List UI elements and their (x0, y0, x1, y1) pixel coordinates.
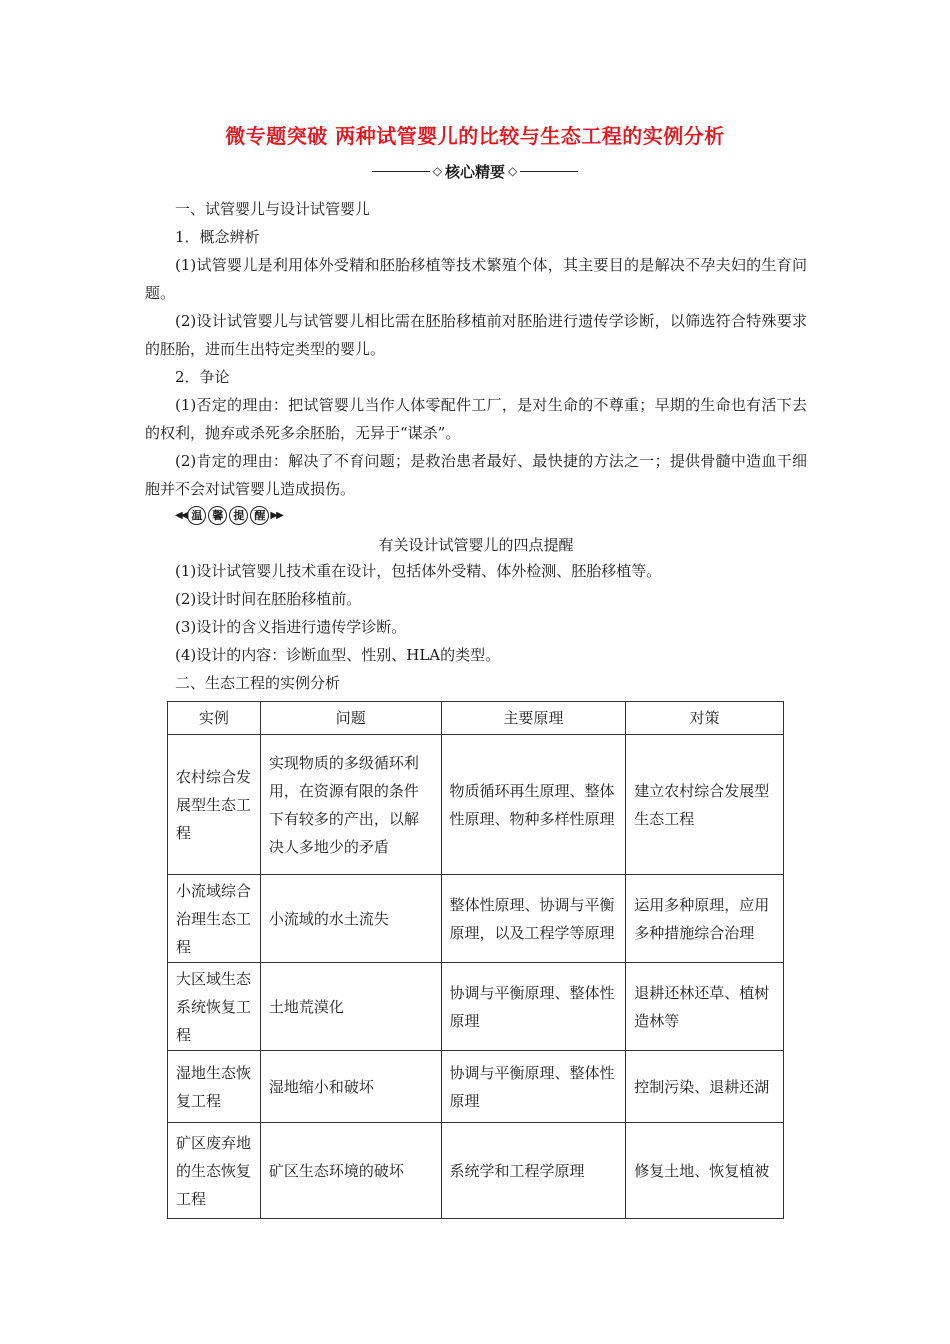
table-cell: 农村综合发展型生态工程 (168, 735, 261, 875)
section-banner (0, 160, 950, 182)
column-header: 问题 (260, 702, 441, 735)
badge-char: 醒 (250, 506, 269, 525)
column-header: 实例 (168, 702, 261, 735)
double-right-arrow-icon: ▶▶ (270, 510, 282, 521)
banner-rule-left (372, 171, 430, 172)
banner-rule-right (520, 171, 578, 172)
table-cell: 小流域的水土流失 (260, 875, 441, 963)
table-cell: 大区域生态系统恢复工程 (168, 963, 261, 1051)
diamond-icon: ◇ (432, 164, 442, 178)
table-cell: 矿区废弃地的生态恢复工程 (168, 1123, 261, 1219)
table-cell: 湿地缩小和破坏 (260, 1051, 441, 1123)
table-row (168, 1123, 784, 1219)
tip-badge (175, 506, 282, 525)
paragraph: (1)试管婴儿是利用体外受精和胚胎移植等技术繁殖个体，其主要目的是解决不孕夫妇的生育问题。 (145, 256, 807, 302)
tip-item: (2)设计时间在胚胎移植前。 (175, 590, 362, 608)
paragraph: (2)肯定的理由：解决了不育问题；是救治患者最好、最快捷的方法之一；提供骨髓中造血干细胞并不会对试管婴儿造成损伤。 (145, 452, 807, 498)
diamond-icon: ◇ (508, 164, 518, 178)
badge-char: 提 (229, 506, 248, 525)
tip-list (145, 557, 807, 697)
badge-char: 馨 (208, 506, 227, 525)
tip-item: (3)设计的含义指进行遗传学诊断。 (175, 618, 407, 636)
table-cell: 物质循环再生原理、整体性原理、物种多样性原理 (441, 735, 626, 875)
table-cell: 小流域综合治理生态工程 (168, 875, 261, 963)
section-1 (145, 195, 807, 503)
subheading: 1．概念辨析 (175, 228, 260, 246)
section-heading: 二、生态工程的实例分析 (175, 674, 341, 692)
page-title: 微专题突破 两种试管婴儿的比较与生态工程的实例分析 (225, 124, 725, 148)
table-cell: 实现物质的多级循环利用，在资源有限的条件下有较多的产出，以解决人多地少的矛盾 (260, 735, 441, 875)
table-row (168, 1051, 784, 1123)
column-header: 主要原理 (441, 702, 626, 735)
tip-title: 有关设计试管婴儿的四点提醒 (378, 536, 574, 554)
table-cell: 协调与平衡原理、整体性原理 (441, 963, 626, 1051)
table-cell: 退耕还林还草、植树造林等 (626, 963, 784, 1051)
paragraph: (1)否定的理由：把试管婴儿当作人体零配件工厂，是对生命的不尊重；早期的生命也有活下去的权利，抛弃或杀死多余胚胎，无异于“谋杀”。 (145, 396, 807, 442)
double-left-arrow-icon: ◀◀ (175, 510, 187, 521)
paragraph: (2)设计试管婴儿与试管婴儿相比需在胚胎移植前对胚胎进行遗传学诊断，以筛选符合特殊要求的胚胎，进而生出特定类型的婴儿。 (145, 312, 807, 358)
section-heading: 一、试管婴儿与设计试管婴儿 (175, 200, 371, 218)
table-cell: 运用多种原理，应用多种措施综合治理 (626, 875, 784, 963)
table-cell: 整体性原理、协调与平衡原理，以及工程学等原理 (441, 875, 626, 963)
tip-item: (4)设计的内容：诊断血型、性别、HLA的类型。 (175, 646, 501, 664)
table-cell: 建立农村综合发展型生态工程 (626, 735, 784, 875)
table-cell: 修复土地、恢复植被 (626, 1123, 784, 1219)
table-cell: 协调与平衡原理、整体性原理 (441, 1051, 626, 1123)
table-cell: 系统学和工程学原理 (441, 1123, 626, 1219)
banner-label: 核心精要 (444, 162, 505, 181)
table-cell: 控制污染、退耕还湖 (626, 1051, 784, 1123)
badge-char: 温 (187, 506, 206, 525)
table-row (168, 875, 784, 963)
table-cell: 矿区生态环境的破坏 (260, 1123, 441, 1219)
column-header: 对策 (626, 702, 784, 735)
subheading: 2．争论 (175, 368, 230, 386)
ecology-table (167, 701, 784, 1219)
tip-item: (1)设计试管婴儿技术重在设计，包括体外受精、体外检测、胚胎移植等。 (175, 562, 662, 580)
table-cell: 湿地生态恢复工程 (168, 1051, 261, 1123)
table-row (168, 735, 784, 875)
table-row (168, 963, 784, 1051)
table-header-row (168, 702, 784, 735)
table-cell: 土地荒漠化 (260, 963, 441, 1051)
